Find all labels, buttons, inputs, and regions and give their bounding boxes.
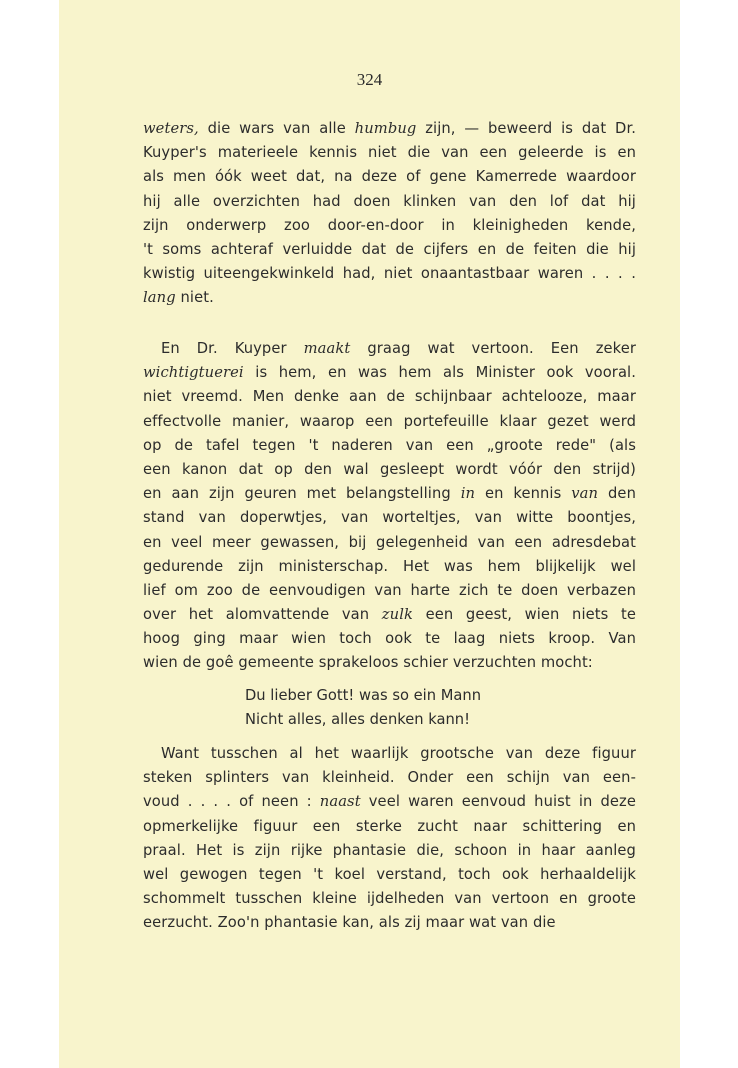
text-run: Kuyper's materieele kennis niet die van een geleerde is en	[143, 144, 636, 162]
italic-text: humbug	[354, 120, 417, 137]
italic-text: lang	[143, 289, 176, 307]
text-run: wien de goê gemeente sprakeloos schier verzuchten mocht:	[143, 654, 593, 672]
text-line	[143, 238, 636, 262]
text-run: die wars van alle	[198, 120, 355, 137]
italic-text: van	[571, 485, 599, 503]
text-line	[143, 766, 636, 790]
text-run: een geest, wien niets te	[413, 606, 636, 624]
text-run: zijn, — beweerd is dat Dr.	[416, 120, 637, 137]
text-line	[143, 410, 636, 434]
text-line	[143, 839, 636, 863]
text-run: opmerkelijke figuur een sterke zucht naar schittering en	[143, 817, 636, 835]
text-line	[143, 458, 636, 482]
text-run: gedurende zijn ministerschap. Het was hem blijkelijk wel	[143, 557, 636, 575]
text-line	[143, 506, 636, 530]
text-line	[143, 815, 636, 839]
text-run: hij alle overzichten had doen klinken van den lof dat hij	[143, 192, 636, 210]
paragraph-3	[143, 742, 636, 936]
text-line	[143, 603, 636, 627]
text-run: veel waren eenvoud huist in deze	[360, 793, 636, 811]
text-run: eerzucht. Zoo'n phantasie kan, als zij maar wat van die	[143, 914, 556, 932]
text-run: een kanon dat op den wal gesleept wordt vóór den strijd)	[143, 460, 636, 478]
text-line	[143, 190, 636, 214]
text-run: praal. Het is zijn rijke phantasie die, schoon in haar aanleg	[143, 841, 636, 859]
text-line	[143, 141, 636, 165]
text-run: niet vreemd. Men denke aan de schijnbaar achtelooze, maar	[143, 388, 636, 406]
text-line	[143, 214, 636, 238]
text-run: graag wat vertoon. Een zeker	[350, 340, 636, 357]
text-run: voud . . . . of neen :	[143, 793, 320, 811]
text-run: is hem, en was hem als Minister ook vooral.	[243, 364, 636, 382]
italic-text: weters,	[143, 120, 199, 137]
text-line	[143, 863, 636, 887]
text-run: lief om zoo de eenvoudigen van harte zich te doen verbazen	[143, 581, 636, 599]
text-run: op de tafel tegen 't naderen van een „groote rede" (als	[143, 436, 636, 454]
text-run: den	[598, 485, 636, 503]
text-run: effectvolle manier, waarop een portefeuille klaar gezet werd	[143, 412, 636, 430]
text-line	[143, 742, 636, 766]
text-line	[143, 385, 636, 409]
text-run: steken splinters van kleinheid. Onder een schijn van een-	[143, 769, 636, 787]
italic-text: in	[460, 485, 476, 503]
book-page	[59, 0, 680, 1068]
text-line	[143, 579, 636, 603]
text-line	[143, 434, 636, 458]
text-run: Want tusschen al het waarlijk grootsche van deze figuur	[161, 745, 636, 762]
text-run: schommelt tusschen kleine ijdelheden van vertoon en groote	[143, 890, 636, 908]
text-run: wel gewogen tegen 't koel verstand, toch ook herhaaldelijk	[143, 865, 636, 883]
text-run: niet.	[175, 289, 214, 307]
text-line	[143, 286, 636, 310]
text-run: hoog ging maar wien toch ook te laag niets kroop. Van	[143, 630, 636, 648]
text-line	[143, 887, 636, 911]
text-line	[143, 482, 636, 506]
text-run: En Dr. Kuyper	[161, 340, 304, 357]
paragraph-1	[143, 117, 636, 311]
text-run: en kennis	[475, 485, 572, 503]
italic-text: zulk	[381, 606, 413, 624]
text-run: over het alomvattende van	[143, 606, 382, 624]
text-run: kwistig uiteengekwinkeld had, niet onaantastbaar waren . . . .	[143, 265, 636, 283]
italic-text: wichtigtuerei	[143, 364, 244, 382]
text-run: zijn onderwerp zoo door-en-door in kleinigheden kende,	[143, 216, 636, 234]
text-line	[143, 361, 636, 385]
text-run: 't soms achteraf verluidde dat de cijfers en de feiten die hij	[143, 240, 636, 258]
poem-line-2: Nicht alles, alles denken kann!	[245, 711, 471, 728]
text-line	[143, 165, 636, 189]
paragraph-2	[143, 337, 636, 676]
text-line	[143, 627, 636, 651]
italic-text: maakt	[303, 340, 351, 357]
page-number: 324	[356, 70, 383, 89]
text-line	[143, 555, 636, 579]
text-run: en veel meer gewassen, bij gelegenheid van een adresdebat	[143, 533, 636, 551]
poem-quote	[245, 684, 481, 732]
text-line	[143, 790, 636, 814]
poem-line-1: Du lieber Gott! was so ein Mann	[245, 687, 482, 704]
text-line	[143, 651, 636, 675]
text-run: als men óók weet dat, na deze of gene Kamerrede waardoor	[143, 168, 636, 186]
italic-text: naast	[319, 793, 361, 811]
text-line	[143, 337, 636, 361]
text-line	[143, 117, 636, 141]
text-line	[143, 262, 636, 286]
text-line	[143, 531, 636, 555]
text-run: en aan zijn geuren met belangstelling	[143, 485, 461, 503]
text-run: stand van doperwtjes, van worteltjes, van witte boontjes,	[143, 509, 636, 527]
text-line	[143, 911, 636, 935]
